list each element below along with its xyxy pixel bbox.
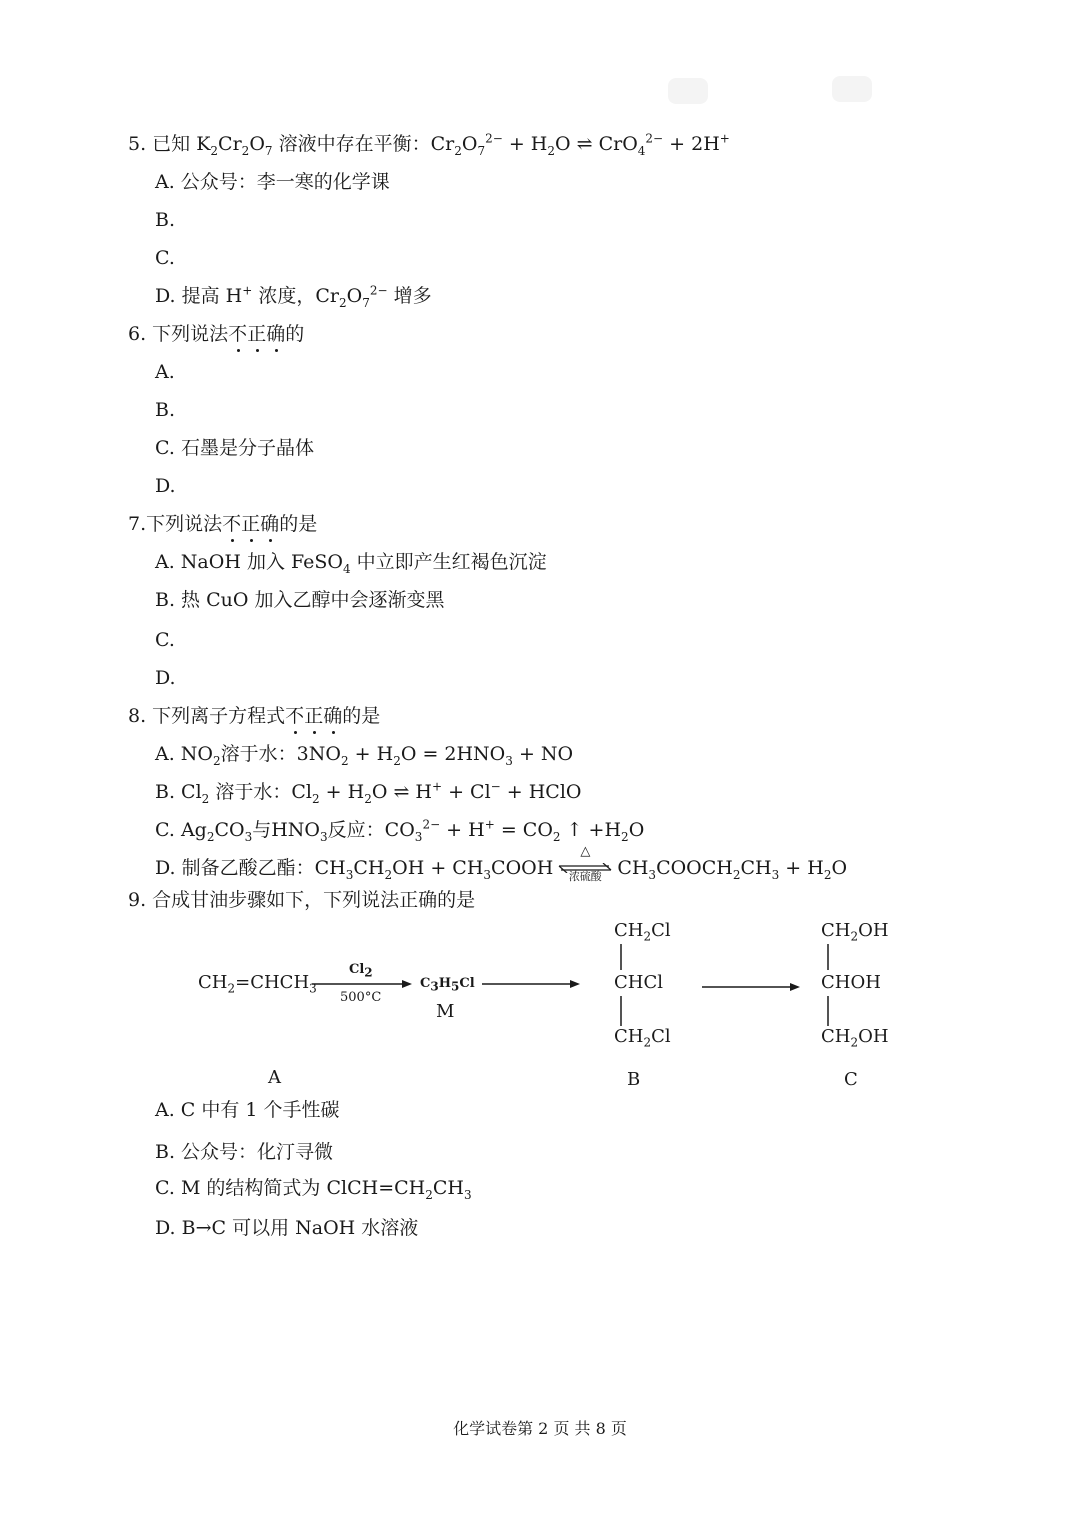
q9-option-a: A. C 中有 1 个手性碳 bbox=[155, 1099, 340, 1121]
scan-mark bbox=[832, 76, 872, 102]
compound-m-formula: $C_3H_5Cl$ bbox=[420, 976, 475, 994]
question-9-stem: 9. 合成甘油步骤如下，下列说法正确的是 bbox=[128, 889, 476, 911]
q5-option-a: A. 公众号：李一寒的化学课 bbox=[155, 171, 390, 193]
q8-option-c: C. $Ag_2CO_3$与$HNO_3$反应：$CO_3^{2-} + H^+ = CO_2$ ↑ $+H_2O$ bbox=[155, 817, 645, 844]
question-6-stem: 6. 下列说法不正确的 bbox=[128, 323, 305, 345]
q5-option-c: C. bbox=[155, 247, 175, 269]
compound-b-ch2cl-top: $CH_2Cl$ bbox=[614, 920, 671, 944]
compound-b-chcl: CHCl bbox=[614, 972, 663, 993]
q7-option-c: C. bbox=[155, 629, 175, 651]
compound-b-bonds bbox=[619, 944, 623, 1028]
q9-option-d: D. B→C 可以用 NaOH 水溶液 bbox=[155, 1217, 419, 1239]
arrow-a-to-m bbox=[312, 978, 412, 990]
q6-option-c: C. 石墨是分子晶体 bbox=[155, 437, 314, 459]
question-5-stem: 5. 已知 $K_2Cr_2O_7$ 溶液中存在平衡：$Cr_2O_7^{2-} + H_2O$ ⇌ CrO$_4^{2-}$ + 2H+ bbox=[128, 131, 730, 158]
q6-option-d: D. bbox=[155, 475, 176, 497]
label-a: A bbox=[268, 1067, 281, 1088]
q8-option-a: A. $NO_2$溶于水：$3NO_2 + H_2O = 2HNO_3$ + NO bbox=[155, 743, 574, 768]
q5-option-d: D. 提高 H+ 浓度，$Cr_2O_7^{2-}$ 增多 bbox=[155, 283, 432, 310]
reaction-condition-arrow: △ 浓硫酸 bbox=[557, 857, 613, 881]
compound-a-formula: $CH_2=CHCH_3$ bbox=[198, 972, 317, 996]
label-c: C bbox=[844, 1069, 858, 1090]
question-8-stem: 8. 下列离子方程式不正确的是 bbox=[128, 705, 381, 727]
question-7-stem: 7.下列说法不正确的是 bbox=[128, 513, 318, 535]
scan-mark bbox=[668, 78, 708, 104]
page-footer: 化学试卷第 2 页 共 8 页 bbox=[453, 1419, 627, 1438]
q5-option-b: B. bbox=[155, 209, 176, 231]
q9-option-c: C. M 的结构简式为 $ClCH=CH_2CH_3$ bbox=[155, 1177, 472, 1202]
compound-c-ch2oh-bottom: $CH_2OH$ bbox=[821, 1026, 889, 1050]
reagent-temperature: 500°C bbox=[340, 990, 382, 1005]
q6-option-b: B. bbox=[155, 399, 176, 421]
arrow-m-to-b bbox=[482, 978, 580, 990]
compound-c-ch2oh-top: $CH_2OH$ bbox=[821, 920, 889, 944]
label-m: M bbox=[436, 1001, 455, 1022]
compound-c-bonds bbox=[826, 944, 830, 1028]
q7-option-d: D. bbox=[155, 667, 176, 689]
label-b: B bbox=[627, 1069, 641, 1090]
reagent-cl2: $Cl_2$ bbox=[349, 962, 373, 980]
q7-option-a: A. NaOH 加入 FeSO$_4$ 中立即产生红褐色沉淀 bbox=[155, 551, 547, 576]
q6-option-a: A. bbox=[155, 361, 175, 383]
compound-c-choh: CHOH bbox=[821, 972, 881, 993]
q8-option-d: D. 制备乙酸乙酯：$CH_3CH_2OH$ + $CH_3COOH$ △ 浓硫酸 $CH_3COOCH_2CH_3 + H_2O$ bbox=[155, 844, 848, 883]
q8-option-b: B. $Cl_2$ 溶于水：$Cl_2 + H_2O$ ⇌ H+ + Cl− + HClO bbox=[155, 779, 582, 806]
q9-option-b: B. 公众号：化汀寻微 bbox=[155, 1141, 334, 1163]
q7-option-b: B. 热 CuO 加入乙醇中会逐渐变黑 bbox=[155, 589, 445, 611]
arrow-b-to-c bbox=[702, 981, 800, 993]
compound-b-ch2cl-bottom: $CH_2Cl$ bbox=[614, 1026, 671, 1050]
